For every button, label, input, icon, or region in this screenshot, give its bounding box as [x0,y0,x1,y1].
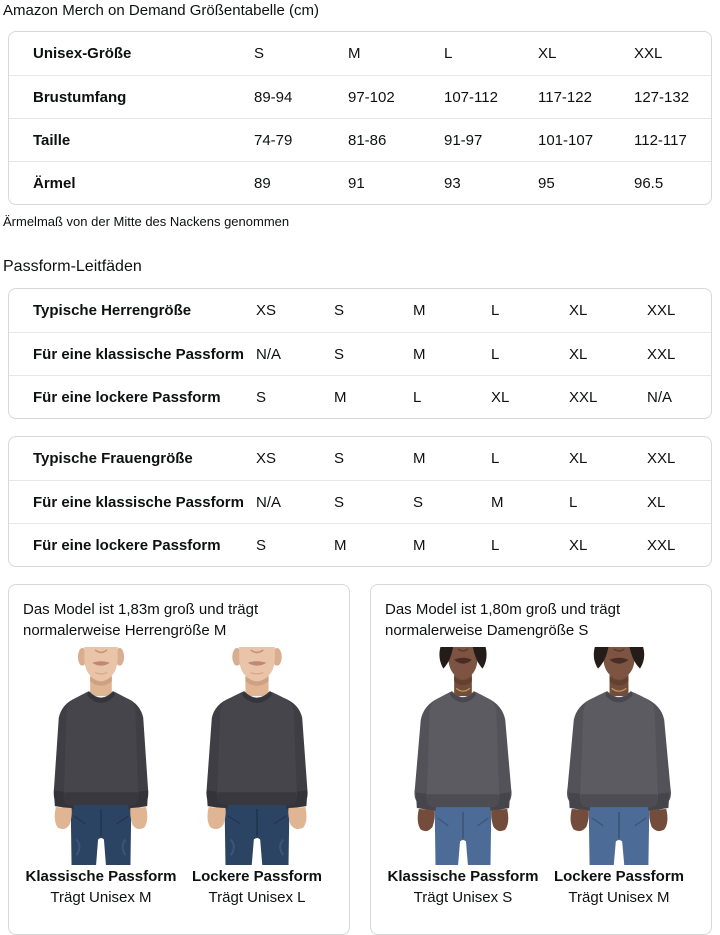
table-row-waist: Taille 74-79 81-86 91-97 101-107 112-117 [9,118,711,161]
table-row-typical-mens-size: Typische Herrengröße XS S M L XL XXL [33,302,676,319]
fit-caption: Lockere Passform [553,868,685,885]
unisex-size-table [8,31,712,205]
table-row-typical-womens-size: Typische Frauengröße XS S M L XL XXL [33,450,676,467]
table-row-loose-fit: Für eine lockere Passform S M M L XL XXL [9,523,711,566]
page-title: Amazon Merch on Demand Größentabelle (cm) [3,2,319,19]
header-col: S [254,45,265,62]
header-col: L [444,45,453,62]
womens-fit-table [8,436,712,567]
fit-caption: Klassische Passform [387,868,539,885]
table-row-sleeve: Ärmel 89 91 93 95 96.5 [9,161,711,204]
male-model-classic-fit-photo [27,647,175,865]
size-caption: Trägt Unisex L [208,889,306,906]
figure-female-classic [385,647,541,909]
table-row-loose-fit: Für eine lockere Passform S M L XL XXL N/A [9,375,711,418]
fit-caption: Lockere Passform [191,868,323,885]
female-model-classic-fit-photo [389,647,537,865]
header-col: XL [538,45,557,62]
header-label: Unisex-Größe [33,45,132,62]
male-model-loose-fit-photo [178,647,336,865]
fit-caption: Klassische Passform [25,868,177,885]
table-row-classic-fit: Für eine klassische Passform N/A S S M L XL [9,480,711,523]
female-model-heading: Das Model ist 1,80m groß und trägt normalerweise Damengröße S [385,601,621,639]
header-col: XXL [634,45,663,62]
figure-male-loose [179,647,335,909]
fit-guides-section-title: Passform-Leitfäden [3,258,142,275]
table-row-classic-fit: Für eine klassische Passform N/A S M L XL XXL [9,332,711,375]
size-caption: Trägt Unisex S [413,889,513,906]
header-col: M [348,45,361,62]
table-row-chest: Brustumfang 89-94 97-102 107-112 117-122 127-132 [9,75,711,118]
figure-female-loose [541,647,697,909]
mens-fit-table [8,288,712,419]
table-header-row [9,32,711,75]
male-model-heading: Das Model ist 1,83m groß und trägt normalerweise Herrengröße M [23,601,259,639]
female-model-card [370,584,712,935]
size-caption: Trägt Unisex M [568,889,670,906]
male-model-card [8,584,350,935]
model-cards-row [8,584,712,935]
size-caption: Trägt Unisex M [50,889,152,906]
female-model-loose-fit-photo [540,647,698,865]
figure-male-classic [23,647,179,909]
sleeve-measure-footnote: Ärmelmaß von der Mitte des Nackens genommen [3,214,290,229]
